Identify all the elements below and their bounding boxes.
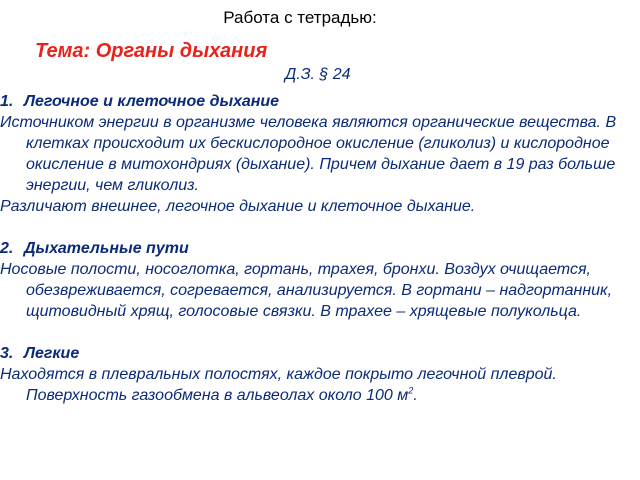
- section-paragraph: Различают внешнее, легочное дыхание и клеточное дыхание.: [0, 198, 476, 215]
- paragraph-text: Находятся в плевральных полостях, каждое покрыто легочной плеврой. Поверхность газообмена в альвеолах около 100 м: [0, 366, 557, 404]
- section-heading-3: [0, 343, 630, 364]
- section-paragraph: Носовые полости, носоглотка, гортань, трахея, бронхи. Воздух очищается, обезвреживается, согревается, анализируется. В гортани – надгортанник, щитовидный хрящ, голосовые связки. В трахее – хрящевые полукольца.: [0, 261, 613, 320]
- spacer: [18, 217, 630, 238]
- section-paragraph: Источником энергии в организме человека являются органические вещества. В клетках происходит их бескислородное окисление (гликолиз) и кислородное окисление в митохондриях (дыхание). Причем дыхание дает в 19 раз больше энергии, чем гликолиз.: [0, 114, 617, 194]
- section-number: 2.: [0, 240, 14, 257]
- page-header: Работа с тетрадью:: [223, 8, 377, 27]
- section-heading-1: [0, 91, 630, 112]
- section-number: 3.: [0, 345, 14, 362]
- homework-reference: Д.З. § 24: [285, 66, 351, 83]
- notes-content: [0, 91, 630, 406]
- section-title: Дыхательные пути: [24, 240, 189, 257]
- topic-title: Тема: Органы дыхания: [35, 40, 268, 62]
- section-title: Легкие: [24, 345, 80, 362]
- section-number: 1.: [0, 93, 14, 110]
- section-title: Легочное и клеточное дыхание: [24, 93, 280, 110]
- section-heading-2: [0, 238, 630, 259]
- spacer: [18, 322, 630, 343]
- section-paragraph: [0, 364, 630, 406]
- paragraph-end: .: [413, 387, 418, 404]
- superscript: 2: [408, 385, 414, 396]
